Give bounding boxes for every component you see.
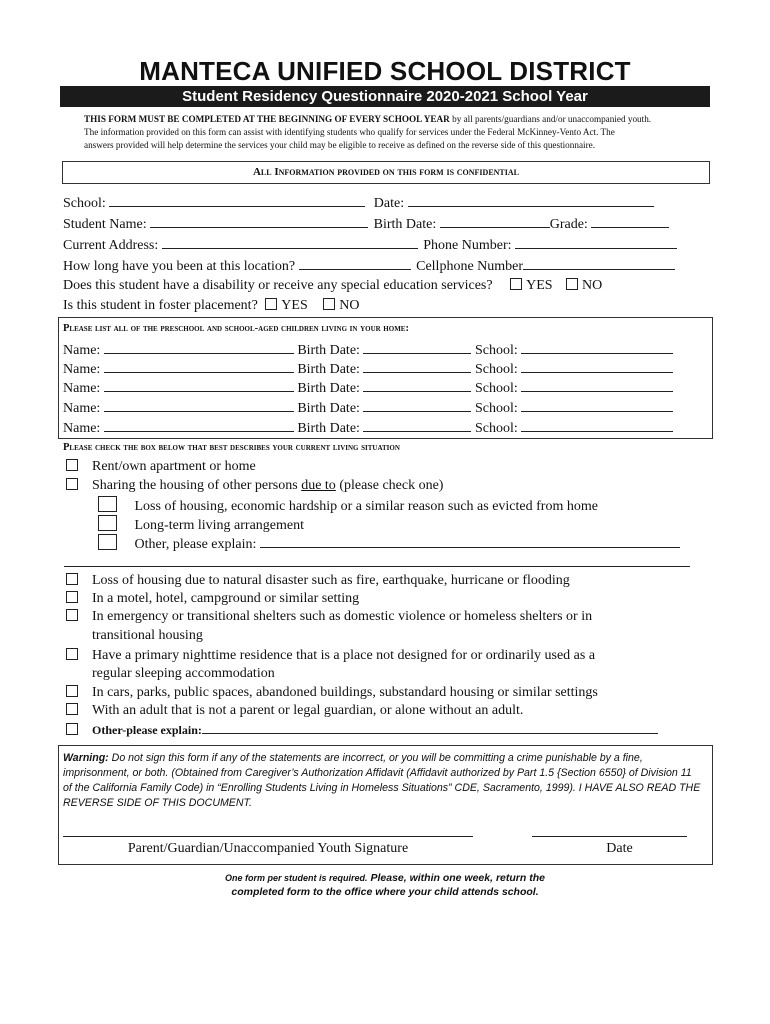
option-motel (66, 590, 359, 608)
address-field[interactable] (162, 236, 418, 249)
child-name-label: Name: (63, 421, 101, 436)
grade-label: Grade: (549, 217, 588, 232)
child-school-field[interactable] (521, 360, 673, 373)
child-birth-label: Birth Date: (297, 381, 360, 396)
address-label: Current Address: (63, 238, 159, 253)
footer-small: One form per student is required. (225, 873, 368, 883)
sub-loss-checkbox[interactable] (98, 496, 117, 512)
child-row (63, 379, 673, 397)
intro-bold: THIS FORM MUST BE COMPLETED AT THE BEGINNING OF EVERY SCHOOL YEAR (84, 114, 450, 124)
child-birth-field[interactable] (363, 341, 471, 354)
child-name-field[interactable] (104, 419, 294, 432)
other-field[interactable] (202, 721, 658, 734)
form-subtitle: Student Residency Questionnaire 2020-2021 School Year (60, 86, 710, 107)
child-name-field[interactable] (104, 341, 294, 354)
warning-label: Warning: (63, 752, 109, 764)
primary-checkbox[interactable] (66, 648, 78, 660)
foster-no-checkbox[interactable] (323, 298, 335, 310)
primary-label-2: regular sleeping accommodation (92, 666, 275, 681)
date-label: Date: (373, 196, 405, 211)
child-name-field[interactable] (104, 379, 294, 392)
child-school-label: School: (474, 421, 518, 436)
child-row (63, 419, 673, 437)
child-name-label: Name: (63, 401, 101, 416)
foster-question: Is this student in foster placement? (63, 298, 258, 313)
child-row (63, 360, 673, 378)
option-rent (66, 458, 256, 476)
sub-other-checkbox[interactable] (98, 534, 117, 550)
sub-option-longterm (98, 515, 304, 535)
child-name-label: Name: (63, 381, 101, 396)
option-primary (66, 647, 595, 665)
sub-loss-label: Loss of housing, economic hardship or a similar reason such as evicted from home (134, 499, 598, 514)
child-name-field[interactable] (104, 360, 294, 373)
cars-checkbox[interactable] (66, 685, 78, 697)
intro-text (84, 113, 704, 152)
date-field[interactable] (408, 194, 654, 207)
disaster-checkbox[interactable] (66, 573, 78, 585)
cars-label: In cars, parks, public spaces, abandoned buildings, substandard housing or similar settings (92, 685, 598, 700)
school-row (63, 194, 654, 212)
other-label: Other-please explain: (92, 723, 202, 737)
foster-row (63, 298, 359, 314)
sub-other-field[interactable] (260, 535, 680, 548)
emergency-checkbox[interactable] (66, 609, 78, 621)
child-name-label: Name: (63, 362, 101, 377)
cellphone-label: Cellphone Number (416, 259, 524, 274)
how-long-field[interactable] (299, 257, 411, 270)
foster-yes-label: YES (281, 298, 308, 313)
child-birth-label: Birth Date: (297, 362, 360, 377)
option-adult (66, 702, 523, 720)
signature-line[interactable] (63, 836, 473, 837)
child-row (63, 341, 673, 359)
child-name-label: Name: (63, 343, 101, 358)
disability-yes-checkbox[interactable] (510, 278, 522, 290)
situation-heading: Please check the box below that best describes your current living situation (63, 442, 400, 453)
confidential-notice: All Information provided on this form is confidential (62, 161, 710, 184)
student-row (63, 215, 669, 233)
signature-label: Parent/Guardian/Unaccompanied Youth Signature (127, 841, 409, 856)
intro-line3: answers provided will help determine the services your child may be eligible to receive as defined on the reverse side of this questionnaire. (84, 140, 596, 150)
disaster-label: Loss of housing due to natural disaster such as fire, earthquake, hurricane or flooding (92, 573, 570, 588)
child-school-label: School: (474, 401, 518, 416)
other-checkbox[interactable] (66, 723, 78, 735)
warning-body: Do not sign this form if any of the statements are incorrect, or you will be committing a crime punishable by a fine, imprisonment, or both. (Obtained from Caregiver’s Authorization Affidavit (Affidavit authorized by Part 1.5 {Section 6550} of Division 11 of the California Family Code) in “Enrolling Students Living in Homeless Situations” CDE, Sacramento, 1999). I HAVE ALSO READ THE REVERSE SIDE OF THIS DOCUMENT. (63, 752, 701, 809)
option-emergency (66, 608, 592, 626)
adult-checkbox[interactable] (66, 703, 78, 715)
child-school-label: School: (474, 343, 518, 358)
foster-no-label: NO (339, 298, 360, 313)
rent-checkbox[interactable] (66, 459, 78, 471)
rent-label: Rent/own apartment or home (92, 459, 256, 474)
children-heading: Please list all of the preschool and school-aged children living in your home: (63, 323, 409, 334)
adult-label: With an adult that is not a parent or legal guardian, or alone without an adult. (92, 703, 524, 718)
student-name-field[interactable] (150, 215, 368, 228)
child-school-label: School: (474, 362, 518, 377)
signature-date-label: Date (606, 841, 633, 856)
grade-field[interactable] (591, 215, 669, 228)
option-disaster (66, 572, 570, 590)
disability-yes-label: YES (526, 278, 553, 293)
option-cars (66, 684, 598, 702)
warning-text (63, 751, 703, 811)
option-other (66, 721, 658, 738)
sharing-label-underline: due to (301, 478, 336, 493)
child-school-field[interactable] (521, 341, 673, 354)
disability-no-label: NO (582, 278, 603, 293)
sub-longterm-checkbox[interactable] (98, 515, 117, 531)
intro-line2: The information provided on this form can assist with identifying students who qualify for services under the Federal McKinney-Vento Act. The (84, 127, 615, 137)
address-row (63, 236, 677, 254)
birth-date-field[interactable] (440, 215, 550, 228)
emergency-label-2: transitional housing (92, 628, 203, 643)
sharing-label-post: (please check one) (335, 478, 444, 493)
sub-longterm-label: Long-term living arrangement (134, 518, 304, 533)
footer-line1 (0, 872, 770, 884)
district-title: MANTECA UNIFIED SCHOOL DISTRICT (139, 56, 631, 86)
sub-other-continuation-line[interactable] (64, 566, 690, 567)
emergency-label-1: In emergency or transitional shelters such as domestic violence or homeless shelters or in (92, 609, 593, 624)
child-school-field[interactable] (521, 419, 673, 432)
child-school-field[interactable] (521, 379, 673, 392)
child-birth-field[interactable] (363, 379, 471, 392)
signature-date-line[interactable] (532, 836, 687, 837)
child-name-field[interactable] (104, 399, 294, 412)
disability-row (63, 278, 602, 294)
student-name-label: Student Name: (63, 217, 147, 232)
primary-label-1: Have a primary nighttime residence that is a place not designed for or ordinarily used as a (92, 648, 596, 663)
phone-label: Phone Number: (423, 238, 512, 253)
sub-other-label: Other, please explain: (134, 537, 257, 552)
disability-no-checkbox[interactable] (566, 278, 578, 290)
sub-option-loss (98, 496, 598, 516)
child-birth-label: Birth Date: (297, 421, 360, 436)
child-school-field[interactable] (521, 399, 673, 412)
disability-question: Does this student have a disability or receive any special education services? (63, 278, 493, 293)
option-sharing (66, 477, 443, 495)
how-long-label: How long have you been at this location? (63, 259, 296, 274)
duration-row (63, 257, 675, 275)
intro-line1: by all parents/guardians and/or unaccompanied youth. (449, 114, 652, 124)
child-birth-label: Birth Date: (297, 343, 360, 358)
school-label: School: (63, 196, 106, 211)
school-field[interactable] (109, 194, 365, 207)
motel-checkbox[interactable] (66, 591, 78, 603)
foster-yes-checkbox[interactable] (265, 298, 277, 310)
sub-option-other (98, 534, 680, 554)
footer-line1-rest: Please, within one week, return the (367, 872, 545, 884)
footer-line2: completed form to the office where your child attends school. (231, 886, 539, 898)
phone-field[interactable] (515, 236, 677, 249)
child-row (63, 399, 673, 417)
child-birth-label: Birth Date: (297, 401, 360, 416)
sharing-label-pre: Sharing the housing of other persons (92, 478, 302, 493)
child-birth-field[interactable] (363, 360, 471, 373)
cellphone-field[interactable] (523, 257, 675, 270)
child-birth-field[interactable] (363, 399, 471, 412)
child-school-label: School: (474, 381, 518, 396)
birth-date-label: Birth Date: (373, 217, 437, 232)
child-birth-field[interactable] (363, 419, 471, 432)
sharing-checkbox[interactable] (66, 478, 78, 490)
motel-label: In a motel, hotel, campground or similar setting (92, 591, 360, 606)
